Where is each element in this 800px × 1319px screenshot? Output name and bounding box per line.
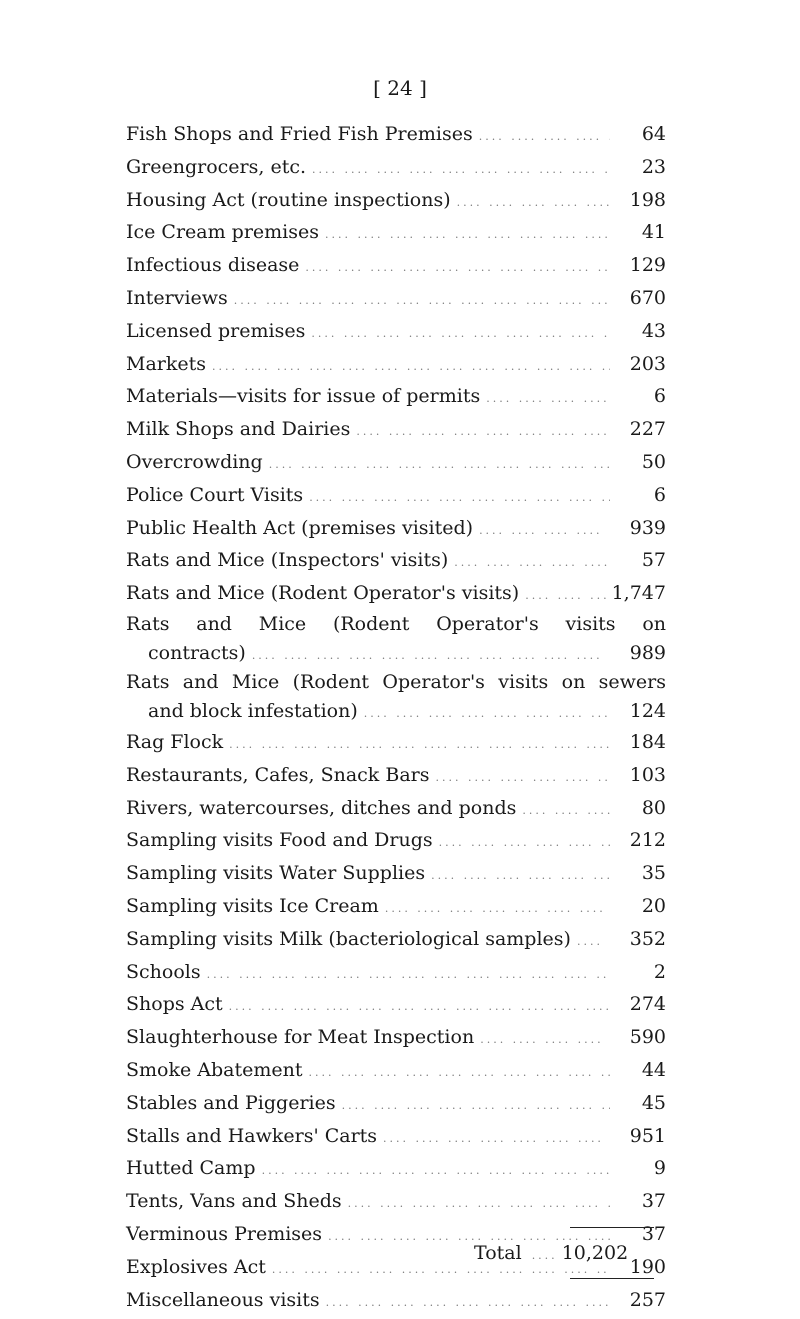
dot-leader (522, 795, 610, 828)
item-value: 951 (616, 1120, 666, 1153)
item-value: 198 (616, 184, 666, 217)
item-label-line2: and block infestation) (148, 696, 358, 726)
item-value: 9 (616, 1152, 666, 1185)
item-value: 939 (616, 512, 666, 545)
dot-leader (457, 187, 610, 220)
total-label: Total (474, 1242, 522, 1264)
item-label: Schools (126, 956, 201, 989)
dot-leader (252, 641, 610, 671)
item-label-line1: Rats and Mice (Rodent Operator's visits on (126, 610, 666, 638)
total-rule-bottom (570, 1278, 654, 1279)
dot-leader (383, 1123, 610, 1156)
item-label: Rats and Mice (Inspectors' visits) (126, 544, 448, 577)
item-label: Sampling visits Milk (bacteriological samples) (126, 923, 571, 956)
dot-leader (431, 860, 610, 893)
dot-leader (207, 959, 610, 992)
list-item (126, 380, 666, 413)
item-label: Greengrocers, etc. (126, 151, 306, 184)
item-label: Rag Flock (126, 726, 223, 759)
dot-leader (342, 1090, 610, 1123)
item-label: Smoke Abatement (126, 1054, 303, 1087)
dot-leader (269, 449, 610, 482)
dot-leader (486, 383, 610, 416)
dot-leader (229, 991, 610, 1024)
dot-leader: .... (532, 1249, 558, 1262)
item-label: Rats and Mice (Rodent Operator's visits) (126, 577, 519, 610)
list-item (126, 792, 666, 825)
total-value: 10,202 (562, 1242, 628, 1264)
list-item (126, 1054, 666, 1087)
list-item (126, 151, 666, 184)
list-item (126, 544, 666, 577)
dot-leader (525, 580, 605, 613)
item-value: 227 (616, 413, 666, 446)
dot-leader (326, 1287, 610, 1319)
item-label: Overcrowding (126, 446, 263, 479)
item-value: 352 (616, 923, 666, 956)
item-value: 190 (616, 1251, 666, 1284)
list-item (126, 282, 666, 315)
page-number: [ 24 ] (0, 76, 800, 100)
dot-leader (305, 252, 610, 285)
item-value: 45 (616, 1087, 666, 1120)
item-label: Licensed premises (126, 315, 305, 348)
list-item (126, 118, 666, 151)
item-label: Stalls and Hawkers' Carts (126, 1120, 377, 1153)
item-label: Materials—visits for issue of permits (126, 380, 480, 413)
item-value: 1,747 (612, 577, 666, 610)
list-item (126, 446, 666, 479)
item-label: Sampling visits Food and Drugs (126, 824, 433, 857)
item-value: 184 (616, 726, 666, 759)
dot-leader (325, 219, 610, 252)
item-label: Miscellaneous visits (126, 1284, 320, 1317)
item-value: 57 (616, 544, 666, 577)
item-label: Stables and Piggeries (126, 1087, 336, 1120)
list-item (126, 1284, 666, 1317)
item-value: 6 (616, 380, 666, 413)
item-label: Fish Shops and Fried Fish Premises (126, 118, 473, 151)
list-item (126, 1087, 666, 1120)
list-item (126, 216, 666, 249)
item-label-line1: Rats and Mice (Rodent Operator's visits on sewers (126, 668, 666, 696)
list-item (126, 610, 666, 668)
dot-leader (439, 827, 610, 860)
list-item (126, 824, 666, 857)
item-value: 274 (616, 988, 666, 1021)
item-value: 80 (616, 792, 666, 825)
dot-leader (577, 926, 610, 959)
item-value: 257 (616, 1284, 666, 1317)
item-label: Slaughterhouse for Meat Inspection (126, 1021, 474, 1054)
dot-leader (309, 482, 610, 515)
dot-leader (262, 1155, 610, 1188)
total-rule-top (570, 1227, 654, 1228)
list-item (126, 479, 666, 512)
item-value: 44 (616, 1054, 666, 1087)
list-item (126, 1185, 666, 1218)
list-item (126, 890, 666, 923)
item-label-line2-row (126, 638, 666, 668)
dot-leader (364, 699, 610, 729)
list-item (126, 184, 666, 217)
list-item (126, 512, 666, 545)
item-label: Interviews (126, 282, 228, 315)
item-label: Police Court Visits (126, 479, 303, 512)
list-item (126, 315, 666, 348)
list-item (126, 1152, 666, 1185)
dot-leader (356, 416, 610, 449)
item-value: 590 (616, 1021, 666, 1054)
dot-leader (435, 762, 610, 795)
item-value: 35 (616, 857, 666, 890)
item-value: 2 (616, 956, 666, 989)
list-item (126, 759, 666, 792)
item-label: Shops Act (126, 988, 223, 1021)
item-value: 37 (616, 1185, 666, 1218)
item-value: 124 (616, 696, 666, 726)
list-item (126, 348, 666, 381)
item-value: 64 (616, 118, 666, 151)
item-label: Tents, Vans and Sheds (126, 1185, 342, 1218)
list-item (126, 1120, 666, 1153)
item-label: Housing Act (routine inspections) (126, 184, 451, 217)
item-value: 212 (616, 824, 666, 857)
item-value: 50 (616, 446, 666, 479)
list-item (126, 577, 666, 610)
item-label: Verminous Premises (126, 1218, 322, 1251)
item-value: 37 (616, 1218, 666, 1251)
item-value: 103 (616, 759, 666, 792)
list-item (126, 956, 666, 989)
item-value: 43 (616, 315, 666, 348)
dot-leader (454, 547, 610, 580)
list-item (126, 726, 666, 759)
item-label: Hutted Camp (126, 1152, 256, 1185)
dot-leader (480, 1024, 610, 1057)
item-label: Rivers, watercourses, ditches and ponds (126, 792, 516, 825)
item-label-line2: contracts) (148, 638, 246, 668)
total-row (474, 1242, 664, 1264)
list-item (126, 988, 666, 1021)
list-item (126, 668, 666, 726)
dot-leader (311, 318, 610, 351)
dot-leader (312, 154, 610, 187)
dot-leader (479, 121, 610, 154)
item-value: 670 (616, 282, 666, 315)
item-value: 203 (616, 348, 666, 381)
list-item (126, 923, 666, 956)
dot-leader (212, 351, 610, 384)
dot-leader (385, 893, 610, 926)
dot-leader (229, 729, 610, 762)
item-value: 23 (616, 151, 666, 184)
item-label: Ice Cream premises (126, 216, 319, 249)
item-label: Infectious disease (126, 249, 299, 282)
item-value: 6 (616, 479, 666, 512)
item-label: Public Health Act (premises visited) (126, 512, 473, 545)
dot-leader (479, 515, 610, 548)
item-label-line2-row (126, 696, 666, 726)
item-label: Markets (126, 348, 206, 381)
list-item (126, 249, 666, 282)
item-label: Sampling visits Water Supplies (126, 857, 425, 890)
list-item (126, 857, 666, 890)
item-value: 989 (616, 638, 666, 668)
list-item (126, 413, 666, 446)
list-item (126, 1021, 666, 1054)
dot-leader (348, 1188, 610, 1221)
item-value: 20 (616, 890, 666, 923)
visits-list (126, 118, 666, 1316)
item-label: Milk Shops and Dairies (126, 413, 350, 446)
dot-leader (309, 1057, 611, 1090)
item-value: 41 (616, 216, 666, 249)
item-label: Sampling visits Ice Cream (126, 890, 379, 923)
item-value: 129 (616, 249, 666, 282)
dot-leader (234, 285, 610, 318)
item-label: Restaurants, Cafes, Snack Bars (126, 759, 429, 792)
item-label: Explosives Act (126, 1251, 266, 1284)
